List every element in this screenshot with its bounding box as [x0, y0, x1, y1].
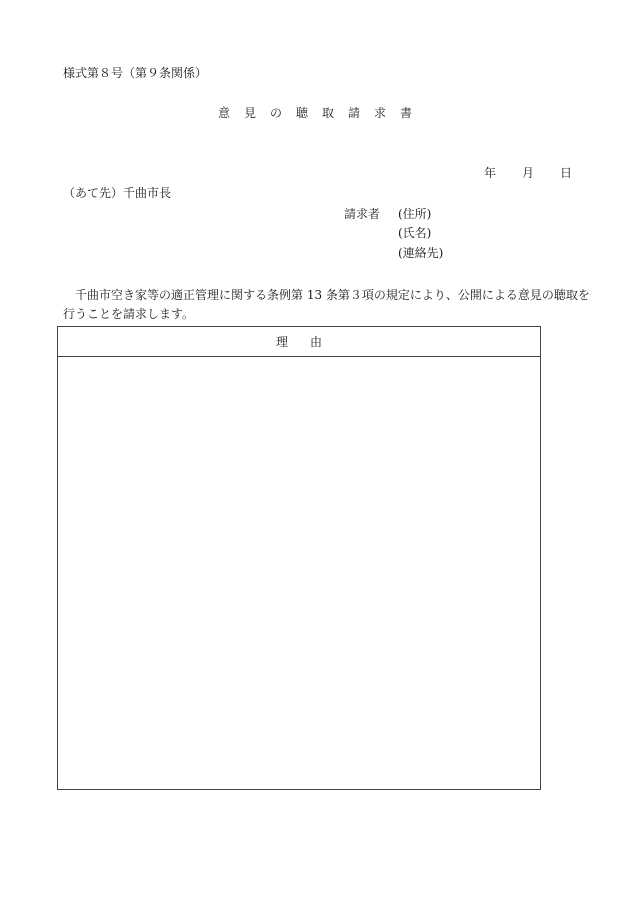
requester-name-label: (氏名) [398, 226, 432, 240]
addressee: （あて先）千曲市長 [63, 186, 172, 200]
reason-entry-area[interactable] [58, 357, 540, 789]
requester-label: 請求者 [344, 207, 381, 221]
requester-contact-label: (連絡先) [398, 246, 444, 260]
reason-header-label: 理由 [275, 334, 344, 349]
body-text-line-1: 千曲市空き家等の適正管理に関する条例第 13 条第３項の規定により、公開による意見の聴取を [75, 288, 590, 302]
reason-table [57, 326, 541, 790]
year-label: 年 [484, 166, 497, 180]
day-label: 日 [560, 166, 573, 180]
date-line [484, 166, 572, 180]
form-number: 様式第８号（第９条関係） [63, 66, 208, 80]
requester-address-label: (住所) [398, 207, 432, 221]
body-text-line-2: 行うことを請求します。 [63, 307, 195, 321]
month-label: 月 [522, 166, 535, 180]
document-title: 意見の聴取請求書 [217, 106, 426, 120]
reason-header [58, 327, 540, 357]
